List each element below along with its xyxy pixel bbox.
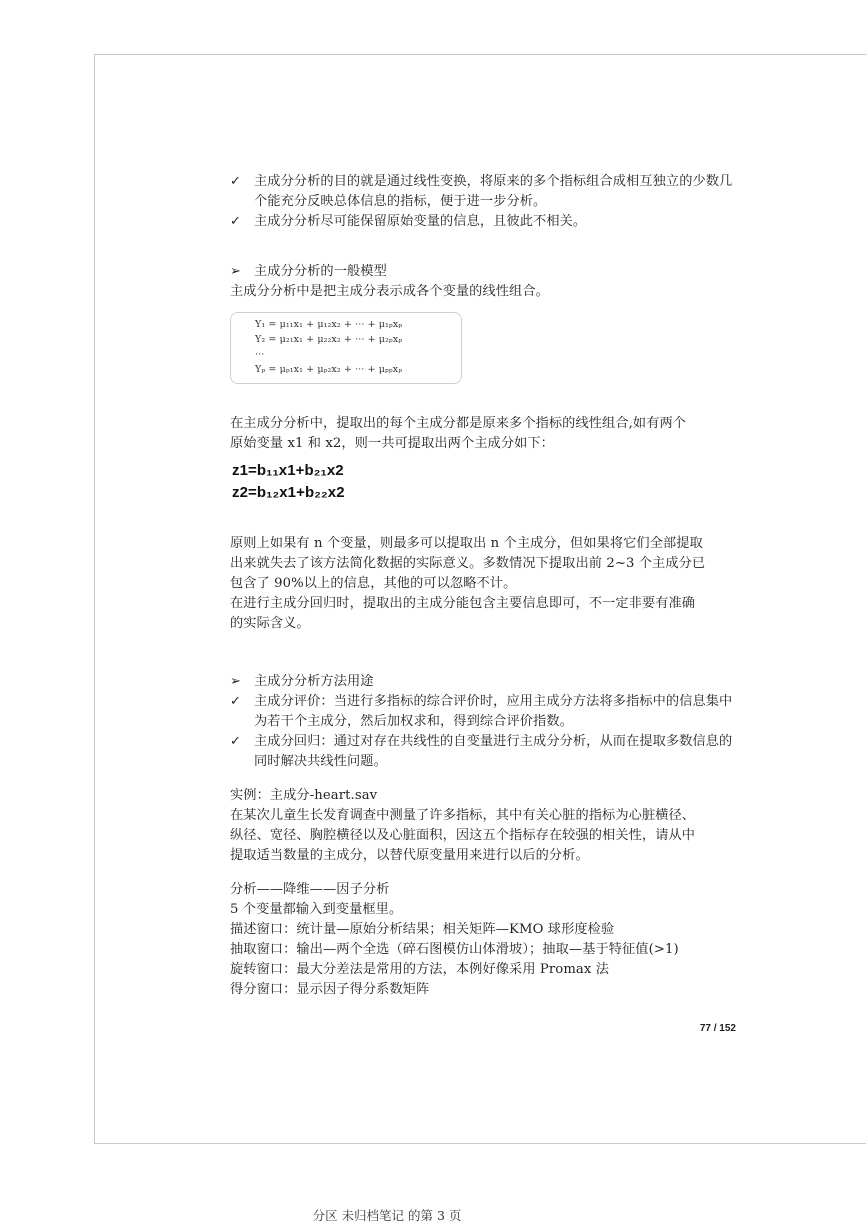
step-line: 旋转窗口：最大分差法是常用的方法，本例好像采用 Promax 法: [230, 962, 610, 977]
step-line: 5 个变量都输入到变量框里。: [230, 902, 403, 917]
paragraph-line: 包含了 90%以上的信息，其他的可以忽略不计。: [230, 576, 517, 591]
example-title: 实例：主成分-heart.sav: [230, 788, 378, 803]
formula-line: Yₚ = μₚ₁x₁ + μₚ₂x₂ + ··· + μₚₚxₚ: [255, 364, 403, 375]
component-equations: [232, 460, 740, 504]
formula-image: [230, 312, 462, 384]
principle-paragraph: [230, 534, 740, 634]
bullet-text: 主成分评价：当进行多指标的综合评价时，应用主成分方法将多指标中的信息集中为若干个主成分，然后加权求和，得到综合评价指数。: [254, 694, 733, 729]
model-intro: 主成分分析中是把主成分表示成各个变量的线性组合。: [230, 284, 549, 299]
paragraph-line: 提取适当数量的主成分，以替代原变量用来进行以后的分析。: [230, 848, 589, 863]
paragraph-line: 在进行主成分回归时，提取出的主成分能包含主要信息即可，不一定非要有准确: [230, 596, 696, 611]
formula-line: ···: [255, 349, 265, 360]
document-body: [230, 172, 740, 1000]
list-item: [230, 732, 740, 772]
heading-text: 主成分分析的一般模型: [254, 264, 387, 279]
step-line: 描述窗口：统计量—原始分析结果；相关矩阵—KMO 球形度检验: [230, 922, 615, 937]
paragraph-line: 的实际含义。: [230, 616, 310, 631]
section-heading-usage: [230, 672, 740, 692]
arrow-bullet-icon: ➢: [230, 674, 242, 689]
checkmark-icon: ✓: [230, 734, 242, 749]
page-number: 77 / 152: [699, 1023, 736, 1034]
step-line: 抽取窗口：输出—两个全选（碎石图模仿山体滑坡）；抽取—基于特征值(>1): [230, 942, 679, 957]
paragraph-line: 在某次儿童生长发育调查中测量了许多指标，其中有关心脏的指标为心脏横径、: [230, 808, 696, 823]
paragraph-line: 在主成分分析中，提取出的每个主成分都是原来多个指标的线性组合,如有两个: [230, 416, 687, 431]
section-heading-model: [230, 262, 740, 282]
footer: [0, 1206, 868, 1224]
list-item: [230, 692, 740, 732]
formula-line: Y₁ = μ₁₁x₁ + μ₁₂x₂ + ··· + μ₁ₚxₚ: [255, 319, 403, 330]
step-line: 分析——降维——因子分析: [230, 882, 390, 897]
step-line: 得分窗口：显示因子得分系数矩阵: [230, 982, 430, 997]
equation-z2: z2=b₁₂x1+b₂₂x2: [232, 484, 345, 501]
checkmark-icon: ✓: [230, 174, 242, 189]
steps-list: [230, 880, 740, 1000]
checkmark-icon: ✓: [230, 694, 242, 709]
bullet-text: 主成分分析的目的就是通过线性变换，将原来的多个指标组合成相互独立的少数几个能充分反映总体信息的指标，便于进一步分析。: [254, 174, 733, 209]
list-item: [230, 172, 740, 212]
arrow-bullet-icon: ➢: [230, 264, 242, 279]
checkmark-icon: ✓: [230, 214, 242, 229]
bullet-text: 主成分回归：通过对存在共线性的自变量进行主成分分析，从而在提取多数信息的同时解决共线性问题。: [254, 734, 733, 769]
paragraph-line: 纵径、宽径、胸腔横径以及心脏面积，因这五个指标存在较强的相关性，请从中: [230, 828, 696, 843]
paragraph-line: 原则上如果有 n 个变量，则最多可以提取出 n 个主成分，但如果将它们全部提取: [230, 536, 703, 551]
heading-text: 主成分分析方法用途: [254, 674, 374, 689]
paragraph-line: 出来就失去了该方法简化数据的实际意义。多数情况下提取出前 2~3 个主成分已: [230, 556, 706, 571]
formula-line: Y₂ = μ₂₁x₁ + μ₂₂x₂ + ··· + μ₂ₚxₚ: [255, 334, 403, 345]
bullet-text: 主成分分析尽可能保留原始变量的信息，且彼此不相关。: [254, 214, 587, 229]
list-item: [230, 212, 740, 232]
paragraph-line: 原始变量 x1 和 x2，则一共可提取出两个主成分如下：: [230, 436, 554, 451]
footer-text: 分区 未归档笔记 的第 3 页: [312, 1208, 462, 1223]
equation-z1: z1=b₁₁x1+b₂₁x2: [232, 462, 344, 479]
